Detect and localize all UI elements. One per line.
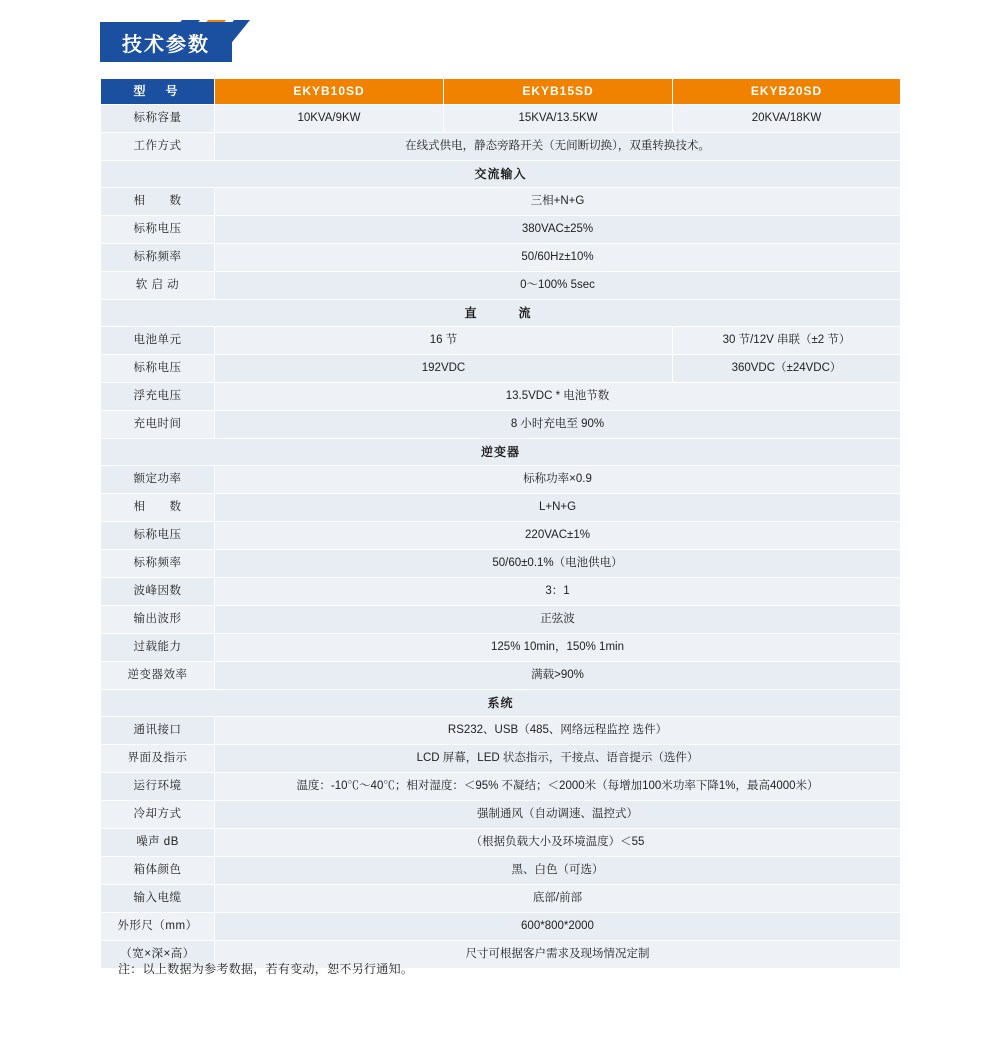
section-title: 逆变器 — [101, 439, 901, 466]
table-row — [101, 383, 901, 411]
table-row — [101, 913, 901, 941]
row-value-1: 192VDC — [215, 355, 673, 383]
row-value-3: 20KVA/18KW — [673, 105, 901, 133]
row-value-span: （根据负载大小及环境温度）＜55 — [215, 829, 901, 857]
row-value-span: 3：1 — [215, 578, 901, 606]
column-header-product-3: EKYB20SD — [673, 79, 901, 105]
row-value-span: RS232、USB（485、网络远程监控 选件） — [215, 717, 901, 745]
table-row — [101, 745, 901, 773]
row-value-span: 8 小时充电至 90% — [215, 411, 901, 439]
header-banner — [100, 22, 232, 62]
row-label: 箱体颜色 — [101, 857, 215, 885]
row-value-2: 15KVA/13.5KW — [444, 105, 673, 133]
row-label: 波峰因数 — [101, 578, 215, 606]
row-label: 输出波形 — [101, 606, 215, 634]
column-header-product-1: EKYB10SD — [215, 79, 444, 105]
row-label: 额定功率 — [101, 466, 215, 494]
row-label: 标称频率 — [101, 244, 215, 272]
row-label: 标称电压 — [101, 216, 215, 244]
table-row — [101, 522, 901, 550]
table-row — [101, 717, 901, 745]
row-value-span: 在线式供电，静态旁路开关（无间断切换），双重转换技术。 — [215, 133, 901, 161]
row-value-2: 30 节/12V 串联（±2 节） — [673, 327, 901, 355]
row-value-2: 360VDC（±24VDC） — [673, 355, 901, 383]
row-value-span: 温度：-10℃～40℃；相对湿度：＜95% 不凝结；＜2000米（每增加100米功率下降1%，最高4000米） — [215, 773, 901, 801]
table-row — [101, 466, 901, 494]
row-label: 噪声 dB — [101, 829, 215, 857]
row-label: 界面及指示 — [101, 745, 215, 773]
row-label: 浮充电压 — [101, 383, 215, 411]
table-row — [101, 857, 901, 885]
row-label: 标称电压 — [101, 522, 215, 550]
row-value-span: 380VAC±25% — [215, 216, 901, 244]
table-section-row — [101, 439, 901, 466]
table-row — [101, 662, 901, 690]
row-label: 通讯接口 — [101, 717, 215, 745]
row-label: 过载能力 — [101, 634, 215, 662]
row-label: （宽×深×高） — [101, 941, 215, 969]
table-row — [101, 244, 901, 272]
section-title: 直 流 — [101, 300, 901, 327]
specifications-table — [100, 78, 901, 969]
footnote: 注：以上数据为参考数据，若有变动，恕不另行通知。 — [118, 962, 414, 976]
section-title: 交流输入 — [101, 161, 901, 188]
row-value-span: 50/60Hz±10% — [215, 244, 901, 272]
row-value-1: 16 节 — [215, 327, 673, 355]
table-row — [101, 216, 901, 244]
row-label: 工作方式 — [101, 133, 215, 161]
row-label: 电池单元 — [101, 327, 215, 355]
row-value-span: 三相+N+G — [215, 188, 901, 216]
table-row — [101, 578, 901, 606]
table-row — [101, 606, 901, 634]
table-row — [101, 272, 901, 300]
row-label: 相 数 — [101, 494, 215, 522]
row-label: 冷却方式 — [101, 801, 215, 829]
row-value-span: 底部/前部 — [215, 885, 901, 913]
row-value-span: 标称功率×0.9 — [215, 466, 901, 494]
table-section-row — [101, 161, 901, 188]
row-label: 输入电缆 — [101, 885, 215, 913]
row-value-span: 50/60±0.1%（电池供电） — [215, 550, 901, 578]
row-label: 标称频率 — [101, 550, 215, 578]
row-value-span: 0～100% 5sec — [215, 272, 901, 300]
column-header-model: 型 号 — [101, 79, 215, 105]
row-value-span: 尺寸可根据客户需求及现场情况定制 — [215, 941, 901, 969]
row-value-span: 600*800*2000 — [215, 913, 901, 941]
table-row — [101, 133, 901, 161]
column-header-product-2: EKYB15SD — [444, 79, 673, 105]
table-row — [101, 188, 901, 216]
section-title: 系统 — [101, 690, 901, 717]
table-row — [101, 801, 901, 829]
table-row — [101, 411, 901, 439]
table-row — [101, 494, 901, 522]
row-value-span: 13.5VDC * 电池节数 — [215, 383, 901, 411]
row-label: 相 数 — [101, 188, 215, 216]
row-label: 运行环境 — [101, 773, 215, 801]
row-value-span: 黑、白色（可选） — [215, 857, 901, 885]
table-section-row — [101, 300, 901, 327]
table-row — [101, 550, 901, 578]
table-row — [101, 829, 901, 857]
row-value-1: 10KVA/9KW — [215, 105, 444, 133]
row-value-span: LCD 屏幕，LED 状态指示，干接点、语音提示（选件） — [215, 745, 901, 773]
table-row — [101, 327, 901, 355]
row-label: 标称电压 — [101, 355, 215, 383]
row-value-span: L+N+G — [215, 494, 901, 522]
row-label: 标称容量 — [101, 105, 215, 133]
table-row — [101, 634, 901, 662]
row-label: 软 启 动 — [101, 272, 215, 300]
table-row — [101, 773, 901, 801]
table-row — [101, 105, 901, 133]
row-label: 外形尺（mm） — [101, 913, 215, 941]
table-section-row — [101, 690, 901, 717]
table-row — [101, 885, 901, 913]
row-value-span: 满载>90% — [215, 662, 901, 690]
page-title: 技术参数 — [100, 22, 232, 62]
row-label: 充电时间 — [101, 411, 215, 439]
table-header-row — [101, 79, 901, 105]
row-label: 逆变器效率 — [101, 662, 215, 690]
row-value-span: 强制通风（自动调速、温控式） — [215, 801, 901, 829]
table-row — [101, 355, 901, 383]
row-value-span: 125% 10min，150% 1min — [215, 634, 901, 662]
row-value-span: 220VAC±1% — [215, 522, 901, 550]
row-value-span: 正弦波 — [215, 606, 901, 634]
